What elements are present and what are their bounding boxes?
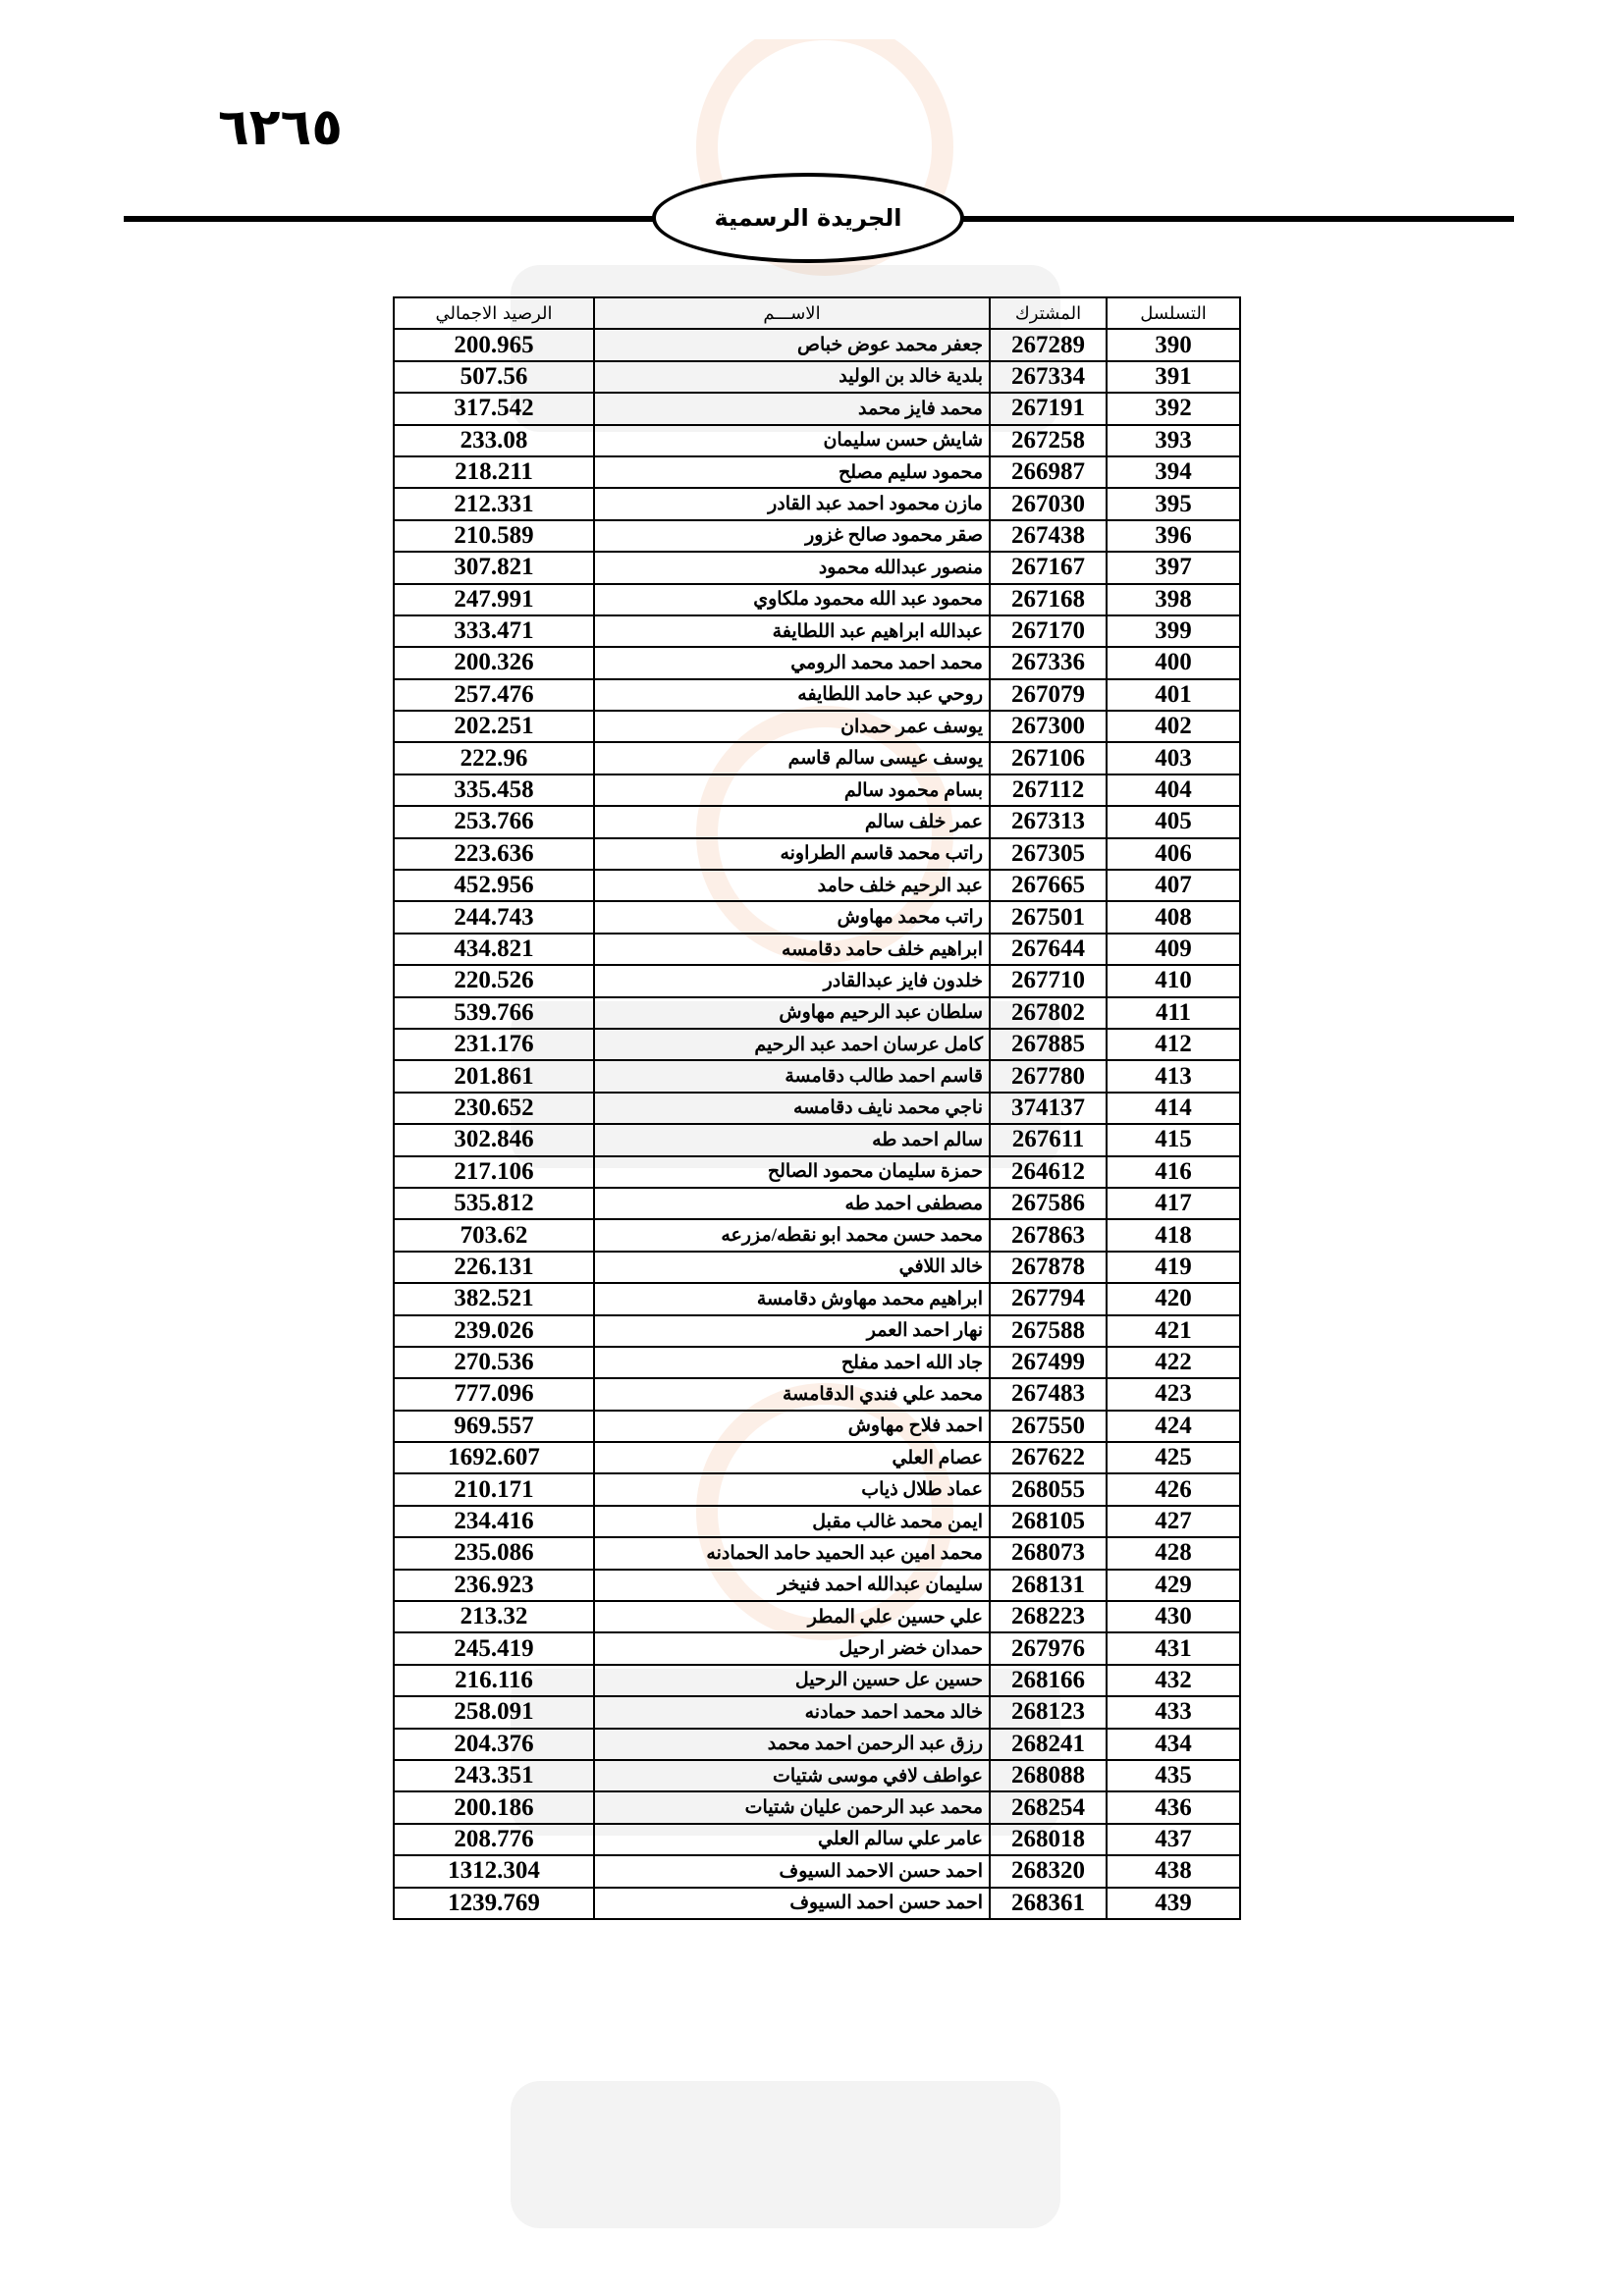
- table-row: [394, 393, 1240, 424]
- cell-total-balance: 243.351: [394, 1760, 594, 1791]
- cell-sequence: 434: [1107, 1729, 1240, 1760]
- header-total-balance: الرصيد الاجمالي: [394, 297, 594, 329]
- cell-sequence: 410: [1107, 965, 1240, 996]
- table-row: [394, 870, 1240, 901]
- table-row: [394, 1252, 1240, 1283]
- cell-name: ابراهيم خلف حامد دقامسه: [594, 934, 990, 965]
- cell-total-balance: 235.086: [394, 1537, 594, 1569]
- table-row: [394, 711, 1240, 742]
- cell-sequence: 435: [1107, 1760, 1240, 1791]
- cell-total-balance: 216.116: [394, 1665, 594, 1696]
- cell-total-balance: 217.106: [394, 1156, 594, 1188]
- cell-sequence: 433: [1107, 1696, 1240, 1728]
- table-row: [394, 1696, 1240, 1728]
- cell-sequence: 427: [1107, 1506, 1240, 1537]
- cell-subscriber-number: 267780: [990, 1060, 1107, 1092]
- cell-subscriber-number: 268131: [990, 1570, 1107, 1601]
- cell-name: محمد احمد محمد الرومي: [594, 647, 990, 678]
- cell-sequence: 411: [1107, 997, 1240, 1029]
- cell-total-balance: 1692.607: [394, 1442, 594, 1473]
- cell-total-balance: 969.557: [394, 1411, 594, 1442]
- cell-total-balance: 212.331: [394, 488, 594, 519]
- cell-name: يوسف عيسى سالم قاسم: [594, 742, 990, 774]
- cell-total-balance: 247.991: [394, 584, 594, 615]
- cell-total-balance: 245.419: [394, 1632, 594, 1664]
- table-row: [394, 1219, 1240, 1251]
- cell-total-balance: 253.766: [394, 806, 594, 837]
- cell-sequence: 439: [1107, 1888, 1240, 1919]
- cell-total-balance: 223.636: [394, 838, 594, 870]
- cell-total-balance: 222.96: [394, 742, 594, 774]
- cell-subscriber-number: 268088: [990, 1760, 1107, 1791]
- cell-total-balance: 257.476: [394, 679, 594, 711]
- cell-name: ابراهيم محمد مهاوش دقامسة: [594, 1283, 990, 1314]
- cell-name: احمد حسن الاحمد السيوف: [594, 1855, 990, 1887]
- cell-sequence: 417: [1107, 1188, 1240, 1219]
- table-row: [394, 1570, 1240, 1601]
- cell-subscriber-number: 267501: [990, 901, 1107, 933]
- table-row: [394, 520, 1240, 552]
- cell-name: رزق عبد الرحمن احمد محمد: [594, 1729, 990, 1760]
- cell-name: روحي عبد حامد اللطايفه: [594, 679, 990, 711]
- cell-sequence: 423: [1107, 1378, 1240, 1410]
- cell-subscriber-number: 268254: [990, 1791, 1107, 1823]
- cell-total-balance: 777.096: [394, 1378, 594, 1410]
- cell-sequence: 414: [1107, 1093, 1240, 1124]
- cell-sequence: 432: [1107, 1665, 1240, 1696]
- cell-name: محمد حسن محمد ابو نقطه/مزرعه: [594, 1219, 990, 1251]
- cell-total-balance: 239.026: [394, 1315, 594, 1347]
- table-header-row: [394, 297, 1240, 329]
- cell-total-balance: 236.923: [394, 1570, 594, 1601]
- cell-total-balance: 244.743: [394, 901, 594, 933]
- cell-name: علي حسين علي المطر: [594, 1601, 990, 1632]
- cell-name: يوسف عمر حمدان: [594, 711, 990, 742]
- table-row: [394, 965, 1240, 996]
- cell-sequence: 438: [1107, 1855, 1240, 1887]
- cell-sequence: 406: [1107, 838, 1240, 870]
- table-row: [394, 1378, 1240, 1410]
- cell-name: سليمان عبدالله احمد فنيخر: [594, 1570, 990, 1601]
- cell-subscriber-number: 267030: [990, 488, 1107, 519]
- cell-sequence: 437: [1107, 1824, 1240, 1855]
- cell-total-balance: 200.965: [394, 329, 594, 360]
- cell-name: جاد الله احمد مفلح: [594, 1347, 990, 1378]
- cell-name: قاسم احمد طالب دقامسة: [594, 1060, 990, 1092]
- cell-sequence: 390: [1107, 329, 1240, 360]
- table-row: [394, 1060, 1240, 1092]
- cell-total-balance: 202.251: [394, 711, 594, 742]
- cell-subscriber-number: 267863: [990, 1219, 1107, 1251]
- cell-total-balance: 213.32: [394, 1601, 594, 1632]
- cell-total-balance: 208.776: [394, 1824, 594, 1855]
- table-row: [394, 552, 1240, 583]
- cell-name: محمود سليم مصلح: [594, 456, 990, 488]
- cell-sequence: 403: [1107, 742, 1240, 774]
- cell-total-balance: 210.171: [394, 1473, 594, 1505]
- cell-subscriber-number: 268055: [990, 1473, 1107, 1505]
- table-row: [394, 1888, 1240, 1919]
- cell-sequence: 416: [1107, 1156, 1240, 1188]
- cell-total-balance: 200.326: [394, 647, 594, 678]
- cell-subscriber-number: 268166: [990, 1665, 1107, 1696]
- cell-subscriber-number: 268105: [990, 1506, 1107, 1537]
- cell-subscriber-number: 267588: [990, 1315, 1107, 1347]
- cell-total-balance: 317.542: [394, 393, 594, 424]
- cell-sequence: 424: [1107, 1411, 1240, 1442]
- cell-name: بسام محمود سالم: [594, 774, 990, 806]
- cell-total-balance: 230.652: [394, 1093, 594, 1124]
- cell-total-balance: 333.471: [394, 615, 594, 647]
- cell-name: بلدية خالد بن الوليد: [594, 361, 990, 393]
- cell-subscriber-number: 267313: [990, 806, 1107, 837]
- table-row: [394, 647, 1240, 678]
- table-row: [394, 806, 1240, 837]
- table-row: [394, 1124, 1240, 1155]
- cell-total-balance: 234.416: [394, 1506, 594, 1537]
- cell-sequence: 397: [1107, 552, 1240, 583]
- cell-name: حمزة سليمان محمود الصالح: [594, 1156, 990, 1188]
- cell-total-balance: 539.766: [394, 997, 594, 1029]
- cell-sequence: 415: [1107, 1124, 1240, 1155]
- cell-sequence: 402: [1107, 711, 1240, 742]
- cell-subscriber-number: 267168: [990, 584, 1107, 615]
- cell-sequence: 420: [1107, 1283, 1240, 1314]
- cell-subscriber-number: 268018: [990, 1824, 1107, 1855]
- table-row: [394, 1601, 1240, 1632]
- cell-sequence: 419: [1107, 1252, 1240, 1283]
- cell-total-balance: 201.861: [394, 1060, 594, 1092]
- cell-name: حسين عل حسين الرحيل: [594, 1665, 990, 1696]
- cell-sequence: 391: [1107, 361, 1240, 393]
- cell-sequence: 408: [1107, 901, 1240, 933]
- cell-name: احمد فلاح مهاوش: [594, 1411, 990, 1442]
- cell-name: محمود عبد الله محمود ملكاوي: [594, 584, 990, 615]
- cell-name: ناجي محمد نايف دقامسه: [594, 1093, 990, 1124]
- cell-name: عمر خلف سالم: [594, 806, 990, 837]
- cell-name: احمد حسن احمد السيوف: [594, 1888, 990, 1919]
- table-row: [394, 1442, 1240, 1473]
- cell-total-balance: 452.956: [394, 870, 594, 901]
- cell-subscriber-number: 267112: [990, 774, 1107, 806]
- cell-subscriber-number: 267258: [990, 425, 1107, 456]
- cell-total-balance: 233.08: [394, 425, 594, 456]
- table-row: [394, 329, 1240, 360]
- table-row: [394, 679, 1240, 711]
- cell-name: خالد محمد احمد حمادنه: [594, 1696, 990, 1728]
- table-row: [394, 1632, 1240, 1664]
- header-emblem: [652, 173, 964, 263]
- cell-sequence: 436: [1107, 1791, 1240, 1823]
- cell-total-balance: 302.846: [394, 1124, 594, 1155]
- cell-subscriber-number: 267167: [990, 552, 1107, 583]
- cell-name: نهار احمد العمر: [594, 1315, 990, 1347]
- cell-subscriber-number: 267622: [990, 1442, 1107, 1473]
- cell-subscriber-number: 268073: [990, 1537, 1107, 1569]
- cell-name: محمد فايز محمد: [594, 393, 990, 424]
- cell-name: محمد علي فندي الدقامسة: [594, 1378, 990, 1410]
- cell-subscriber-number: 267878: [990, 1252, 1107, 1283]
- cell-subscriber-number: 267079: [990, 679, 1107, 711]
- table-row: [394, 1093, 1240, 1124]
- table-row: [394, 615, 1240, 647]
- cell-name: صقر محمود صالح غزور: [594, 520, 990, 552]
- header-subscriber: المشترك: [990, 297, 1107, 329]
- subscriber-balance-table: [393, 296, 1241, 1920]
- cell-subscriber-number: 267170: [990, 615, 1107, 647]
- cell-name: راتب محمد قاسم الطراونه: [594, 838, 990, 870]
- table-row: [394, 1188, 1240, 1219]
- cell-sequence: 409: [1107, 934, 1240, 965]
- cell-total-balance: 200.186: [394, 1791, 594, 1823]
- table-row: [394, 1347, 1240, 1378]
- cell-sequence: 422: [1107, 1347, 1240, 1378]
- cell-sequence: 395: [1107, 488, 1240, 519]
- table-row: [394, 1411, 1240, 1442]
- cell-subscriber-number: 264612: [990, 1156, 1107, 1188]
- cell-sequence: 392: [1107, 393, 1240, 424]
- cell-total-balance: 535.812: [394, 1188, 594, 1219]
- cell-name: خالد اللافي: [594, 1252, 990, 1283]
- cell-name: عبد الرحيم خلف حامد: [594, 870, 990, 901]
- cell-sequence: 421: [1107, 1315, 1240, 1347]
- cell-sequence: 394: [1107, 456, 1240, 488]
- cell-name: شايش حسن سليمان: [594, 425, 990, 456]
- cell-subscriber-number: 266987: [990, 456, 1107, 488]
- table-row: [394, 997, 1240, 1029]
- page-number: ٦٢٦٥: [218, 98, 343, 157]
- header-name: الاســـم: [594, 297, 990, 329]
- cell-subscriber-number: 268320: [990, 1855, 1107, 1887]
- cell-total-balance: 258.091: [394, 1696, 594, 1728]
- cell-name: محمد عبد الرحمن عليان شتيات: [594, 1791, 990, 1823]
- cell-total-balance: 220.526: [394, 965, 594, 996]
- cell-sequence: 401: [1107, 679, 1240, 711]
- table-row: [394, 425, 1240, 456]
- cell-total-balance: 226.131: [394, 1252, 594, 1283]
- table-row: [394, 1315, 1240, 1347]
- cell-name: جعفر محمد عوض خباص: [594, 329, 990, 360]
- cell-total-balance: 1239.769: [394, 1888, 594, 1919]
- cell-name: مصطفى احمد طه: [594, 1188, 990, 1219]
- cell-name: خلدون فايز عبدالقادر: [594, 965, 990, 996]
- table-row: [394, 901, 1240, 933]
- cell-total-balance: 218.211: [394, 456, 594, 488]
- cell-sequence: 399: [1107, 615, 1240, 647]
- table-row: [394, 1855, 1240, 1887]
- cell-subscriber-number: 267336: [990, 647, 1107, 678]
- cell-subscriber-number: 267191: [990, 393, 1107, 424]
- cell-sequence: 398: [1107, 584, 1240, 615]
- table-row: [394, 1506, 1240, 1537]
- cell-name: سلطان عبد الرحيم مهاوش: [594, 997, 990, 1029]
- cell-subscriber-number: 267483: [990, 1378, 1107, 1410]
- table-row: [394, 1029, 1240, 1060]
- cell-name: كامل عرسان احمد عبد الرحيم: [594, 1029, 990, 1060]
- cell-subscriber-number: 268361: [990, 1888, 1107, 1919]
- table-row: [394, 1473, 1240, 1505]
- cell-sequence: 396: [1107, 520, 1240, 552]
- cell-subscriber-number: 267106: [990, 742, 1107, 774]
- table-row: [394, 361, 1240, 393]
- cell-total-balance: 703.62: [394, 1219, 594, 1251]
- cell-sequence: 425: [1107, 1442, 1240, 1473]
- cell-subscriber-number: 267499: [990, 1347, 1107, 1378]
- cell-total-balance: 210.589: [394, 520, 594, 552]
- cell-total-balance: 204.376: [394, 1729, 594, 1760]
- cell-subscriber-number: 267289: [990, 329, 1107, 360]
- cell-subscriber-number: 268123: [990, 1696, 1107, 1728]
- cell-sequence: 418: [1107, 1219, 1240, 1251]
- cell-subscriber-number: 267665: [990, 870, 1107, 901]
- cell-subscriber-number: 267885: [990, 1029, 1107, 1060]
- cell-subscriber-number: 267611: [990, 1124, 1107, 1155]
- cell-sequence: 400: [1107, 647, 1240, 678]
- cell-name: عصام العلي: [594, 1442, 990, 1473]
- cell-subscriber-number: 267438: [990, 520, 1107, 552]
- table-row: [394, 1156, 1240, 1188]
- cell-subscriber-number: 267300: [990, 711, 1107, 742]
- cell-subscriber-number: 267550: [990, 1411, 1107, 1442]
- table-row: [394, 1824, 1240, 1855]
- table-row: [394, 742, 1240, 774]
- cell-total-balance: 307.821: [394, 552, 594, 583]
- table-row: [394, 584, 1240, 615]
- table-row: [394, 1729, 1240, 1760]
- cell-total-balance: 231.176: [394, 1029, 594, 1060]
- cell-total-balance: 270.536: [394, 1347, 594, 1378]
- cell-total-balance: 1312.304: [394, 1855, 594, 1887]
- cell-subscriber-number: 267586: [990, 1188, 1107, 1219]
- cell-sequence: 404: [1107, 774, 1240, 806]
- cell-name: ايمن محمد غالب مقبل: [594, 1506, 990, 1537]
- cell-subscriber-number: 267644: [990, 934, 1107, 965]
- cell-total-balance: 382.521: [394, 1283, 594, 1314]
- cell-name: منصور عبدالله محمود: [594, 552, 990, 583]
- table-row: [394, 1537, 1240, 1569]
- cell-subscriber-number: 267976: [990, 1632, 1107, 1664]
- cell-sequence: 393: [1107, 425, 1240, 456]
- cell-name: سالم احمد طه: [594, 1124, 990, 1155]
- cell-sequence: 426: [1107, 1473, 1240, 1505]
- cell-sequence: 430: [1107, 1601, 1240, 1632]
- cell-name: راتب محمد مهاوش: [594, 901, 990, 933]
- cell-name: عماد طلال ذياب: [594, 1473, 990, 1505]
- cell-sequence: 431: [1107, 1632, 1240, 1664]
- cell-subscriber-number: 267794: [990, 1283, 1107, 1314]
- cell-name: حمدان خضر ارحيل: [594, 1632, 990, 1664]
- table-row: [394, 934, 1240, 965]
- table-row: [394, 1791, 1240, 1823]
- cell-subscriber-number: 267802: [990, 997, 1107, 1029]
- header-sequence: التسلسل: [1107, 297, 1240, 329]
- cell-name: محمد امين عبد الحميد حامد الحمادنه: [594, 1537, 990, 1569]
- gazette-title: الجريدة الرسمية: [714, 204, 902, 232]
- table-row: [394, 456, 1240, 488]
- table-row: [394, 1665, 1240, 1696]
- table-row: [394, 1760, 1240, 1791]
- table-row: [394, 1283, 1240, 1314]
- cell-name: عبدالله ابراهيم عبد اللطايفة: [594, 615, 990, 647]
- cell-subscriber-number: 268223: [990, 1601, 1107, 1632]
- cell-sequence: 405: [1107, 806, 1240, 837]
- cell-name: مازن محمود احمد عبد القادر: [594, 488, 990, 519]
- cell-subscriber-number: 267305: [990, 838, 1107, 870]
- cell-sequence: 428: [1107, 1537, 1240, 1569]
- cell-total-balance: 335.458: [394, 774, 594, 806]
- cell-subscriber-number: 267710: [990, 965, 1107, 996]
- cell-sequence: 407: [1107, 870, 1240, 901]
- cell-total-balance: 507.56: [394, 361, 594, 393]
- table-row: [394, 774, 1240, 806]
- cell-subscriber-number: 268241: [990, 1729, 1107, 1760]
- cell-subscriber-number: 374137: [990, 1093, 1107, 1124]
- cell-sequence: 429: [1107, 1570, 1240, 1601]
- cell-sequence: 412: [1107, 1029, 1240, 1060]
- cell-name: عامر علي سالم العلي: [594, 1824, 990, 1855]
- cell-name: عواطف لافي موسى شتيات: [594, 1760, 990, 1791]
- cell-subscriber-number: 267334: [990, 361, 1107, 393]
- cell-sequence: 413: [1107, 1060, 1240, 1092]
- cell-total-balance: 434.821: [394, 934, 594, 965]
- table-row: [394, 838, 1240, 870]
- table-row: [394, 488, 1240, 519]
